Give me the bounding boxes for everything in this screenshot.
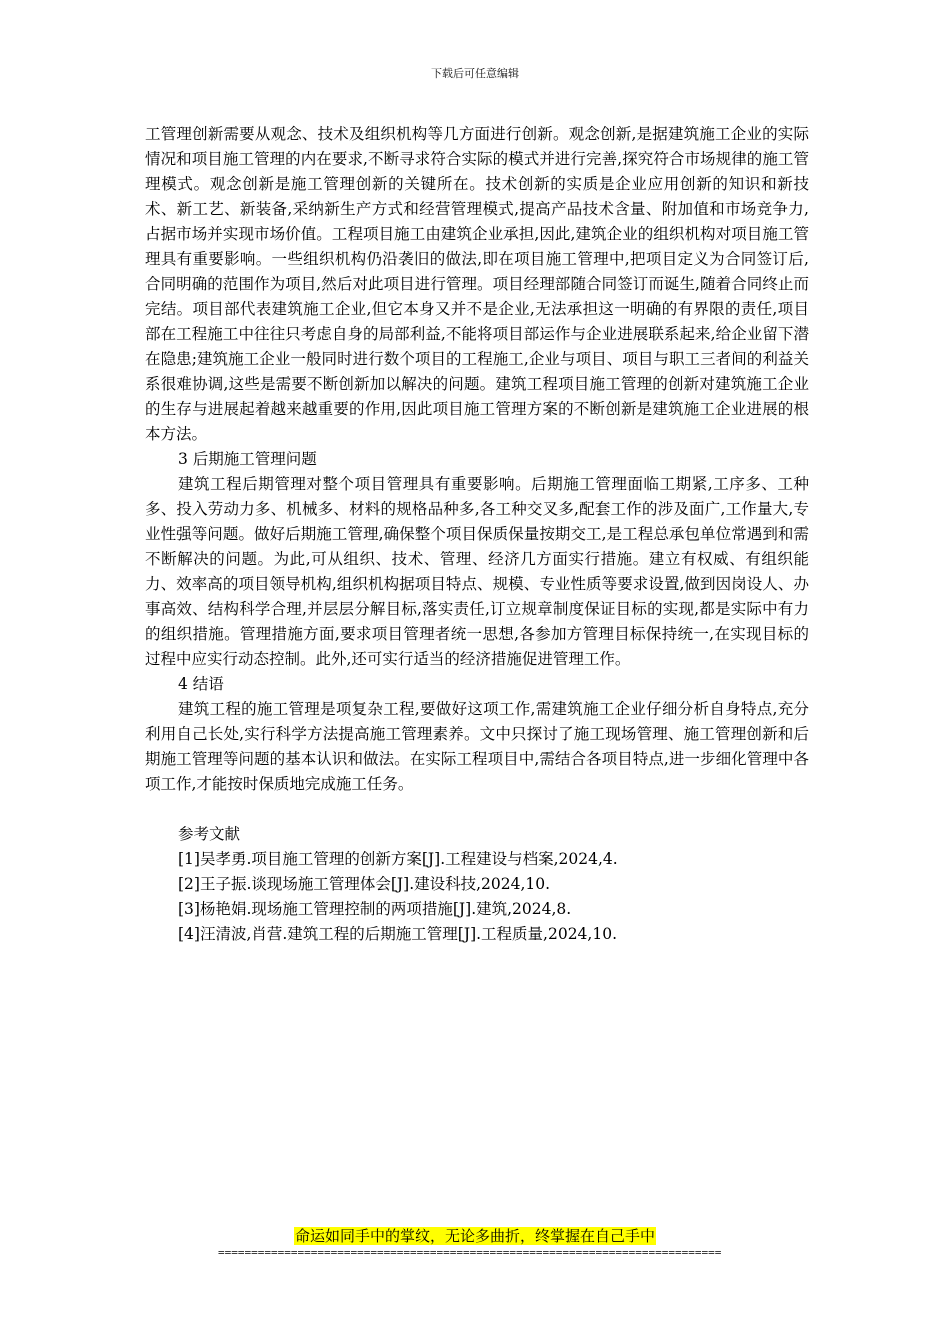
references-title: 参考文献: [178, 825, 241, 843]
references-section: [145, 822, 809, 947]
footer-motto-text: 命运如同手中的掌纹，无论多曲折，终掌握在自己手中: [294, 1227, 655, 1245]
reference-item: [1]吴孝勇.项目施工管理的创新方案[J].工程建设与档案,2024,4.: [178, 850, 618, 868]
paragraph-post-construction: 建筑工程后期管理对整个项目管理具有重要影响。后期施工管理面临工期紧,工序多、工种多、投入劳动力多、机械多、材料的规格品种多,各工种交叉多,配套工作的涉及面广,工作量大,专业性强等问题。做好后期施工管理,确保整个项目保质保量按期交工,是工程总承包单位常遇到和需不断解决的问题。为此,可从组织、技术、管理、经济几方面实行措施。建立有权威、有组织能力、效率高的项目领导机构,组织机构据项目特点、规模、专业性质等要求设置,做到因岗设人、办事高效、结构科学合理,并层层分解目标,落实责任,订立规章制度保证目标的实现,都是实际中有力的组织措施。管理措施方面,要求项目管理者统一思想,各参加方管理目标保持统一,在实现目标的过程中应实行动态控制。此外,还可实行适当的经济措施促进管理工作。: [145, 475, 809, 668]
reference-item: [3]杨艳娟.现场施工管理控制的两项措施[J].建筑,2024,8.: [178, 900, 572, 918]
spacer: [145, 797, 809, 822]
reference-item: [4]汪清波,肖营.建筑工程的后期施工管理[J].工程质量,2024,10.: [178, 925, 617, 943]
section-heading-4: 4 结语: [178, 675, 224, 693]
footer-divider: ============================================================================: [218, 1246, 722, 1259]
paragraph-conclusion: 建筑工程的施工管理是项复杂工程,要做好这项工作,需建筑施工企业仔细分析自身特点,充分利用自己长处,实行科学方法提高施工管理素养。文中只探讨了施工现场管理、施工管理创新和后期施工管理等问题的基本认识和做法。在实际工程项目中,需结合各项目特点,进一步细化管理中各项工作,才能按时保质地完成施工任务。: [145, 700, 809, 793]
paragraph-innovation: 工管理创新需要从观念、技术及组织机构等几方面进行创新。观念创新,是据建筑施工企业的实际情况和项目施工管理的内在要求,不断寻求符合实际的模式并进行完善,探究符合市场规律的施工管理模式。观念创新是施工管理创新的关键所在。技术创新的实质是企业应用创新的知识和新技术、新工艺、新装备,采纳新生产方式和经营管理模式,提高产品技术含量、附加值和市场竞争力,占据市场并实现市场价值。工程项目施工由建筑企业承担,因此,建筑企业的组织机构对项目施工管理具有重要影响。一些组织机构仍沿袭旧的做法,即在项目施工管理中,把项目定义为合同签订后,合同明确的范围作为项目,然后对此项目进行管理。项目经理部随合同签订而诞生,随着合同终止而完结。项目部代表建筑施工企业,但它本身又并不是企业,无法承担这一明确的有界限的责任,项目部在工程施工中往往只考虑自身的局部利益,不能将项目部运作与企业进展联系起来,给企业留下潜在隐患;建筑施工企业一般同时进行数个项目的工程施工,企业与项目、项目与职工三者间的利益关系很难协调,这些是需要不断创新加以解决的问题。建筑工程项目施工管理的创新对建筑施工企业的生存与进展起着越来越重要的作用,因此项目施工管理方案的不断创新是建筑施工企业进展的根本方法。: [145, 125, 809, 443]
document-body: [145, 122, 809, 947]
section-heading-3: 3 后期施工管理问题: [178, 450, 317, 468]
footer-motto: [0, 1225, 950, 1247]
header-note: 下载后可任意编辑: [431, 67, 519, 80]
reference-item: [2]王子振.谈现场施工管理体会[J].建设科技,2024,10.: [178, 875, 551, 893]
